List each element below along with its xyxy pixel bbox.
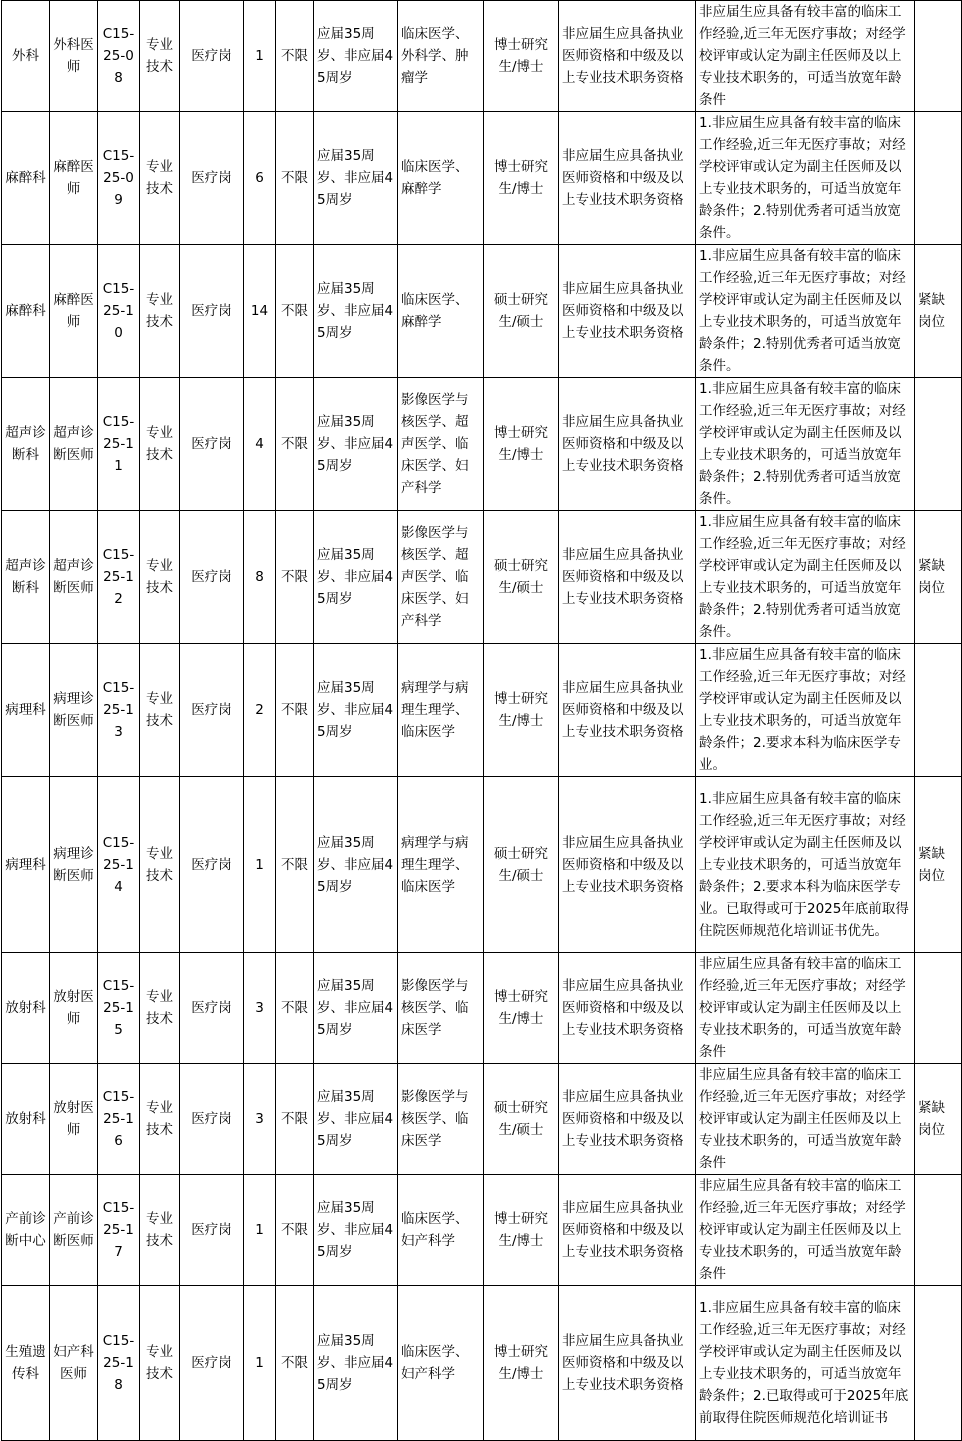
post-type-cell: 医疗岗 xyxy=(180,245,244,378)
major-cell: 病理学与病理生理学、临床医学 xyxy=(398,644,484,777)
gender-cell: 不限 xyxy=(276,1286,314,1441)
table-row xyxy=(2,511,962,644)
dept-cell: 生殖遗传科 xyxy=(2,1286,50,1441)
remark-cell xyxy=(915,378,962,511)
other-requirements-cell: 1.非应届生应具备有较丰富的临床工作经验,近三年无医疗事故；对经学校评审或认定为副主任医师及以上专业技术职务的，可适当放宽年龄条件；2.已取得或可于2025年底前取得住院医师规范化培训证书 xyxy=(696,1286,915,1441)
age-cell: 应届35周岁、非应届45周岁 xyxy=(314,245,398,378)
count-cell: 1 xyxy=(244,1175,276,1286)
qualification-cell: 非应届生应具备执业医师资格和中级及以上专业技术职务资格 xyxy=(559,644,696,777)
remark-cell xyxy=(915,1286,962,1441)
count-cell: 3 xyxy=(244,1064,276,1175)
other-requirements-cell: 1.非应届生应具备有较丰富的临床工作经验,近三年无医疗事故；对经学校评审或认定为副主任医师及以上专业技术职务的，可适当放宽年龄条件；2.要求本科为临床医学专业。已取得或可于2025年底前取得住院医师规范化培训证书优先。 xyxy=(696,777,915,953)
category-cell: 专业技术 xyxy=(140,511,180,644)
major-cell: 临床医学、妇产科学 xyxy=(398,1286,484,1441)
category-cell: 专业技术 xyxy=(140,1064,180,1175)
table-row xyxy=(2,1175,962,1286)
gender-cell: 不限 xyxy=(276,777,314,953)
remark-cell: 紧缺岗位 xyxy=(915,777,962,953)
age-cell: 应届35周岁、非应届45周岁 xyxy=(314,1064,398,1175)
gender-cell: 不限 xyxy=(276,953,314,1064)
code-cell: C15-25-16 xyxy=(98,1064,140,1175)
position-cell: 外科医师 xyxy=(50,1,98,112)
code-cell: C15-25-10 xyxy=(98,245,140,378)
code-cell: C15-25-15 xyxy=(98,953,140,1064)
age-cell: 应届35周岁、非应届45周岁 xyxy=(314,1,398,112)
remark-cell xyxy=(915,112,962,245)
age-cell: 应届35周岁、非应届45周岁 xyxy=(314,511,398,644)
age-cell: 应届35周岁、非应届45周岁 xyxy=(314,644,398,777)
major-cell: 病理学与病理生理学、临床医学 xyxy=(398,777,484,953)
dept-cell: 病理科 xyxy=(2,777,50,953)
qualification-cell: 非应届生应具备执业医师资格和中级及以上专业技术职务资格 xyxy=(559,511,696,644)
qualification-cell: 非应届生应具备执业医师资格和中级及以上专业技术职务资格 xyxy=(559,1175,696,1286)
count-cell: 14 xyxy=(244,245,276,378)
table-row xyxy=(2,644,962,777)
category-cell: 专业技术 xyxy=(140,777,180,953)
table-row xyxy=(2,245,962,378)
gender-cell: 不限 xyxy=(276,1064,314,1175)
category-cell: 专业技术 xyxy=(140,1,180,112)
remark-cell xyxy=(915,1175,962,1286)
code-cell: C15-25-17 xyxy=(98,1175,140,1286)
education-cell: 硕士研究生/硕士 xyxy=(484,1064,559,1175)
position-cell: 产前诊断医师 xyxy=(50,1175,98,1286)
age-cell: 应届35周岁、非应届45周岁 xyxy=(314,1175,398,1286)
post-type-cell: 医疗岗 xyxy=(180,1,244,112)
table-row xyxy=(2,112,962,245)
other-requirements-cell: 1.非应届生应具备有较丰富的临床工作经验,近三年无医疗事故；对经学校评审或认定为副主任医师及以上专业技术职务的，可适当放宽年龄条件；2.要求本科为临床医学专业。 xyxy=(696,644,915,777)
code-cell: C15-25-12 xyxy=(98,511,140,644)
count-cell: 1 xyxy=(244,777,276,953)
qualification-cell: 非应届生应具备执业医师资格和中级及以上专业技术职务资格 xyxy=(559,245,696,378)
post-type-cell: 医疗岗 xyxy=(180,1175,244,1286)
position-cell: 超声诊断医师 xyxy=(50,378,98,511)
major-cell: 临床医学、麻醉学 xyxy=(398,245,484,378)
other-requirements-cell: 非应届生应具备有较丰富的临床工作经验,近三年无医疗事故；对经学校评审或认定为副主任医师及以上专业技术职务的，可适当放宽年龄条件 xyxy=(696,1064,915,1175)
dept-cell: 放射科 xyxy=(2,1064,50,1175)
major-cell: 影像医学与核医学、临床医学 xyxy=(398,1064,484,1175)
count-cell: 2 xyxy=(244,644,276,777)
age-cell: 应届35周岁、非应届45周岁 xyxy=(314,1286,398,1441)
category-cell: 专业技术 xyxy=(140,1286,180,1441)
count-cell: 8 xyxy=(244,511,276,644)
position-cell: 放射医师 xyxy=(50,1064,98,1175)
table-row xyxy=(2,1,962,112)
remark-cell: 紧缺岗位 xyxy=(915,511,962,644)
table-row xyxy=(2,953,962,1064)
education-cell: 博士研究生/博士 xyxy=(484,378,559,511)
table-row xyxy=(2,1286,962,1441)
remark-cell xyxy=(915,953,962,1064)
other-requirements-cell: 非应届生应具备有较丰富的临床工作经验,近三年无医疗事故；对经学校评审或认定为副主任医师及以上专业技术职务的，可适当放宽年龄条件 xyxy=(696,1,915,112)
category-cell: 专业技术 xyxy=(140,1175,180,1286)
gender-cell: 不限 xyxy=(276,511,314,644)
dept-cell: 放射科 xyxy=(2,953,50,1064)
post-type-cell: 医疗岗 xyxy=(180,112,244,245)
count-cell: 6 xyxy=(244,112,276,245)
qualification-cell: 非应届生应具备执业医师资格和中级及以上专业技术职务资格 xyxy=(559,953,696,1064)
major-cell: 影像医学与核医学、临床医学 xyxy=(398,953,484,1064)
dept-cell: 麻醉科 xyxy=(2,112,50,245)
major-cell: 影像医学与核医学、超声医学、临床医学、妇产科学 xyxy=(398,511,484,644)
dept-cell: 产前诊断中心 xyxy=(2,1175,50,1286)
major-cell: 临床医学、麻醉学 xyxy=(398,112,484,245)
age-cell: 应届35周岁、非应届45周岁 xyxy=(314,378,398,511)
position-cell: 超声诊断医师 xyxy=(50,511,98,644)
category-cell: 专业技术 xyxy=(140,112,180,245)
position-cell: 放射医师 xyxy=(50,953,98,1064)
other-requirements-cell: 1.非应届生应具备有较丰富的临床工作经验,近三年无医疗事故；对经学校评审或认定为副主任医师及以上专业技术职务的，可适当放宽年龄条件；2.特别优秀者可适当放宽条件。 xyxy=(696,112,915,245)
dept-cell: 外科 xyxy=(2,1,50,112)
code-cell: C15-25-14 xyxy=(98,777,140,953)
qualification-cell: 非应届生应具备执业医师资格和中级及以上专业技术职务资格 xyxy=(559,378,696,511)
position-cell: 病理诊断医师 xyxy=(50,644,98,777)
education-cell: 博士研究生/博士 xyxy=(484,1175,559,1286)
post-type-cell: 医疗岗 xyxy=(180,777,244,953)
gender-cell: 不限 xyxy=(276,378,314,511)
gender-cell: 不限 xyxy=(276,1,314,112)
education-cell: 博士研究生/博士 xyxy=(484,112,559,245)
other-requirements-cell: 非应届生应具备有较丰富的临床工作经验,近三年无医疗事故；对经学校评审或认定为副主任医师及以上专业技术职务的，可适当放宽年龄条件 xyxy=(696,953,915,1064)
category-cell: 专业技术 xyxy=(140,953,180,1064)
major-cell: 临床医学、外科学、肿瘤学 xyxy=(398,1,484,112)
other-requirements-cell: 1.非应届生应具备有较丰富的临床工作经验,近三年无医疗事故；对经学校评审或认定为副主任医师及以上专业技术职务的，可适当放宽年龄条件；2.特别优秀者可适当放宽条件。 xyxy=(696,378,915,511)
category-cell: 专业技术 xyxy=(140,245,180,378)
code-cell: C15-25-08 xyxy=(98,1,140,112)
education-cell: 硕士研究生/硕士 xyxy=(484,511,559,644)
education-cell: 硕士研究生/硕士 xyxy=(484,777,559,953)
education-cell: 博士研究生/博士 xyxy=(484,953,559,1064)
qualification-cell: 非应届生应具备执业医师资格和中级及以上专业技术职务资格 xyxy=(559,777,696,953)
table-body xyxy=(2,1,962,1441)
count-cell: 3 xyxy=(244,953,276,1064)
qualification-cell: 非应届生应具备执业医师资格和中级及以上专业技术职务资格 xyxy=(559,1,696,112)
job-table xyxy=(1,0,962,1441)
post-type-cell: 医疗岗 xyxy=(180,1064,244,1175)
position-cell: 麻醉医师 xyxy=(50,112,98,245)
other-requirements-cell: 1.非应届生应具备有较丰富的临床工作经验,近三年无医疗事故；对经学校评审或认定为副主任医师及以上专业技术职务的，可适当放宽年龄条件；2.特别优秀者可适当放宽条件。 xyxy=(696,245,915,378)
post-type-cell: 医疗岗 xyxy=(180,511,244,644)
education-cell: 博士研究生/博士 xyxy=(484,644,559,777)
gender-cell: 不限 xyxy=(276,644,314,777)
qualification-cell: 非应届生应具备执业医师资格和中级及以上专业技术职务资格 xyxy=(559,112,696,245)
post-type-cell: 医疗岗 xyxy=(180,644,244,777)
remark-cell: 紧缺岗位 xyxy=(915,1064,962,1175)
education-cell: 硕士研究生/硕士 xyxy=(484,245,559,378)
other-requirements-cell: 非应届生应具备有较丰富的临床工作经验,近三年无医疗事故；对经学校评审或认定为副主任医师及以上专业技术职务的，可适当放宽年龄条件 xyxy=(696,1175,915,1286)
education-cell: 博士研究生/博士 xyxy=(484,1286,559,1441)
remark-cell xyxy=(915,644,962,777)
dept-cell: 超声诊断科 xyxy=(2,511,50,644)
age-cell: 应届35周岁、非应届45周岁 xyxy=(314,953,398,1064)
post-type-cell: 医疗岗 xyxy=(180,953,244,1064)
count-cell: 1 xyxy=(244,1,276,112)
age-cell: 应届35周岁、非应届45周岁 xyxy=(314,112,398,245)
qualification-cell: 非应届生应具备执业医师资格和中级及以上专业技术职务资格 xyxy=(559,1286,696,1441)
other-requirements-cell: 1.非应届生应具备有较丰富的临床工作经验,近三年无医疗事故；对经学校评审或认定为副主任医师及以上专业技术职务的，可适当放宽年龄条件；2.特别优秀者可适当放宽条件。 xyxy=(696,511,915,644)
dept-cell: 病理科 xyxy=(2,644,50,777)
remark-cell: 紧缺岗位 xyxy=(915,245,962,378)
major-cell: 影像医学与核医学、超声医学、临床医学、妇产科学 xyxy=(398,378,484,511)
age-cell: 应届35周岁、非应届45周岁 xyxy=(314,777,398,953)
code-cell: C15-25-11 xyxy=(98,378,140,511)
position-cell: 病理诊断医师 xyxy=(50,777,98,953)
gender-cell: 不限 xyxy=(276,112,314,245)
post-type-cell: 医疗岗 xyxy=(180,378,244,511)
position-cell: 麻醉医师 xyxy=(50,245,98,378)
dept-cell: 超声诊断科 xyxy=(2,378,50,511)
remark-cell xyxy=(915,1,962,112)
table-row xyxy=(2,777,962,953)
position-cell: 妇产科医师 xyxy=(50,1286,98,1441)
major-cell: 临床医学、妇产科学 xyxy=(398,1175,484,1286)
table-row xyxy=(2,378,962,511)
category-cell: 专业技术 xyxy=(140,378,180,511)
code-cell: C15-25-18 xyxy=(98,1286,140,1441)
code-cell: C15-25-09 xyxy=(98,112,140,245)
gender-cell: 不限 xyxy=(276,245,314,378)
count-cell: 1 xyxy=(244,1286,276,1441)
code-cell: C15-25-13 xyxy=(98,644,140,777)
gender-cell: 不限 xyxy=(276,1175,314,1286)
qualification-cell: 非应届生应具备执业医师资格和中级及以上专业技术职务资格 xyxy=(559,1064,696,1175)
post-type-cell: 医疗岗 xyxy=(180,1286,244,1441)
category-cell: 专业技术 xyxy=(140,644,180,777)
count-cell: 4 xyxy=(244,378,276,511)
education-cell: 博士研究生/博士 xyxy=(484,1,559,112)
dept-cell: 麻醉科 xyxy=(2,245,50,378)
table-row xyxy=(2,1064,962,1175)
